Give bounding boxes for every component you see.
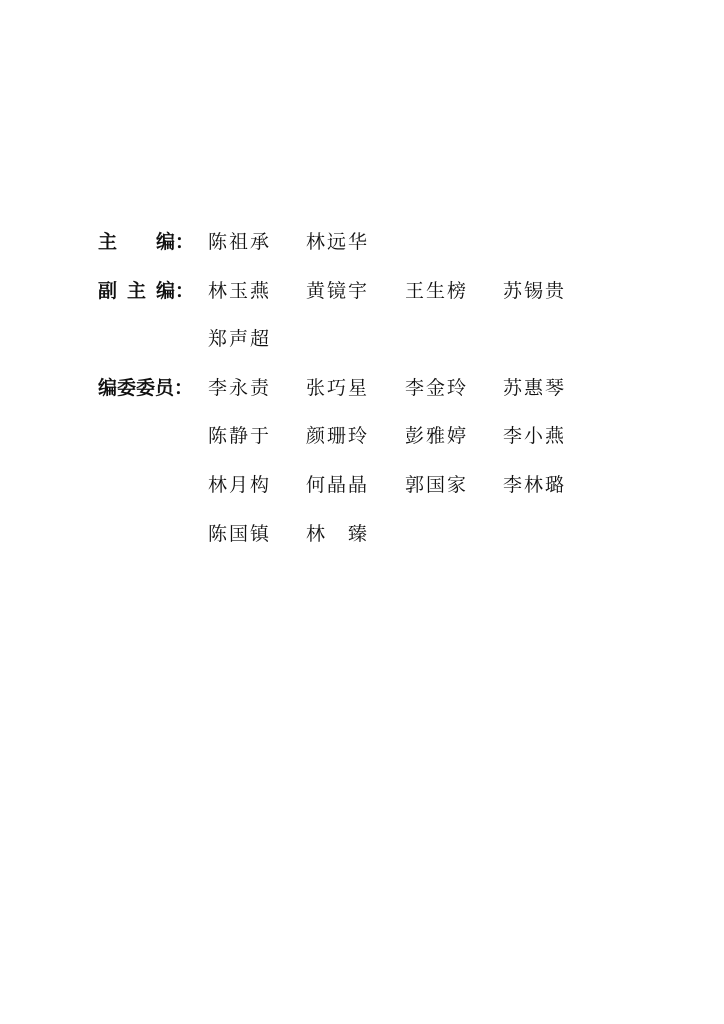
- chief-label-char: 主: [98, 231, 118, 253]
- committee-member-name: 陈国镇: [208, 523, 272, 545]
- committee-member-name: 李永责: [208, 377, 272, 399]
- deputy-editor-name: 黄镜宇: [306, 280, 370, 302]
- chief-editor-label: [98, 230, 198, 254]
- chief-label-char: 编：: [155, 231, 194, 253]
- committee-member-name: 郭国家: [405, 474, 469, 496]
- deputy-editor-name: 王生榜: [405, 280, 469, 302]
- committee-member-name: 颜珊玲: [306, 425, 370, 447]
- deputy-editor-name: 林玉燕: [208, 280, 272, 302]
- chief-editor-name: 林远华: [306, 231, 370, 253]
- committee-member-name: 彭雅婷: [405, 425, 469, 447]
- committee-member-name: 林月构: [208, 474, 272, 496]
- deputy-editor-label: [98, 279, 198, 303]
- deputy-editor-name: 苏锡贵: [503, 280, 567, 302]
- committee-member-name: 林 臻: [306, 523, 370, 545]
- deputy-label-char: 副: [98, 280, 118, 302]
- committee-member-name: 何晶晶: [306, 474, 370, 496]
- deputy-label-char: 编：: [155, 280, 194, 302]
- committee-member-name: 李小燕: [503, 425, 567, 447]
- committee-member-name: 李林璐: [503, 474, 567, 496]
- committee-member-name: 陈静于: [208, 425, 272, 447]
- committee-member-name: 苏惠琴: [503, 377, 567, 399]
- committee-member-name: 张巧星: [306, 377, 370, 399]
- deputy-editor-name: 郑声超: [208, 328, 272, 350]
- chief-editor-name: 陈祖承: [208, 231, 272, 253]
- deputy-label-char: 主: [126, 280, 146, 302]
- committee-member-name: 李金玲: [405, 377, 469, 399]
- committee-label: 编委委员：: [98, 377, 194, 399]
